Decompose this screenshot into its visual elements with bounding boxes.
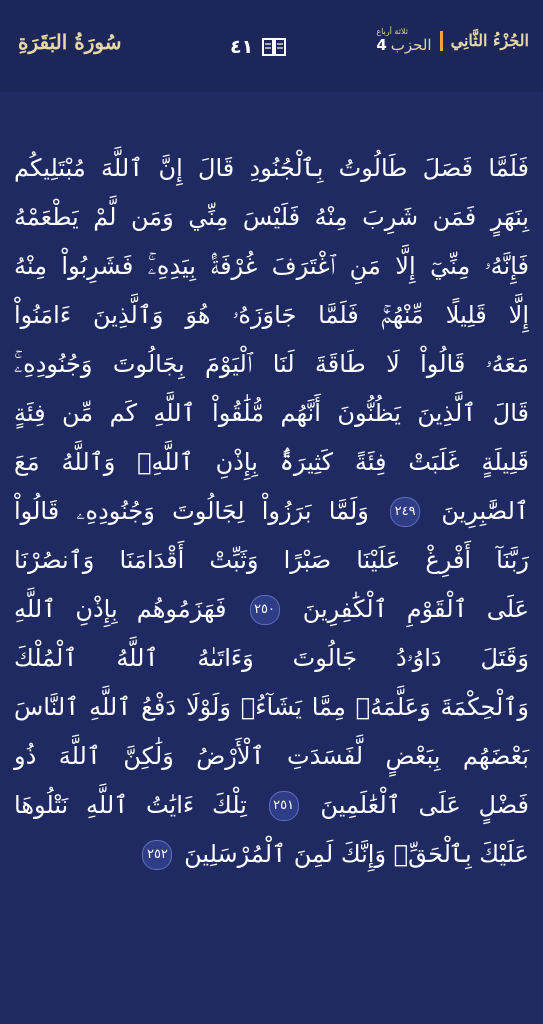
- text-line-7[interactable]: [14, 434, 529, 490]
- line-text: وَٱلْحِكْمَةَ وَعَلَّمَهُۥ مِمَّا يَشَآءُۗ وَلَوْلَا دَفْعُ ٱللَّهِ ٱلنَّاسَ: [14, 693, 529, 721]
- line-text: مَعَهُۥ قَالُواْ لَا طَاقَةَ لَنَا ٱلْيَوْمَ بِجَالُوتَ وَجُنُودِهِۦۚ: [14, 350, 529, 378]
- text-line-12[interactable]: [14, 679, 529, 735]
- line-text: تِلْكَ ءَايَٰتُ ٱللَّهِ نَتْلُوهَا: [14, 791, 247, 819]
- line-text: عَلَى ٱلْقَوْمِ ٱلْكَٰفِرِينَ: [302, 595, 529, 623]
- hizb-row: [376, 38, 431, 53]
- page-header: [0, 0, 543, 92]
- line-text: فَلَمَّا فَصَلَ طَالُوتُ بِٱلْجُنُودِ قَالَ إِنَّ ٱللَّهَ مُبْتَلِيكُم: [14, 154, 529, 182]
- text-line-3[interactable]: [14, 238, 529, 294]
- hizb-quarter: ثلاثة أرباع: [376, 27, 408, 36]
- line-text: فَهَزَمُوهُم بِإِذْنِ ٱللَّهِ: [14, 595, 227, 623]
- text-line-8[interactable]: [14, 483, 529, 539]
- text-line-14[interactable]: [14, 777, 529, 833]
- text-line-2[interactable]: [14, 189, 529, 245]
- line-text: وَقَتَلَ دَاوُۥدُ جَالُوتَ وَءَاتَىٰهُ ٱللَّهُ ٱلْمُلْكَ: [14, 644, 529, 672]
- juz-name: الجُزْءُ الثَّانِي: [450, 31, 529, 50]
- text-line-1[interactable]: [14, 140, 529, 196]
- bottom-bar: [0, 1000, 543, 1024]
- line-text: وَلَمَّا بَرَزُواْ لِجَالُوتَ وَجُنُودِهِۦ قَالُواْ: [14, 497, 369, 525]
- line-text: عَلَيْكَ بِٱلْحَقِّۚ وَإِنَّكَ لَمِنَ ٱلْمُرْسَلِينَ: [184, 840, 529, 868]
- separator: [440, 31, 443, 51]
- text-line-10[interactable]: [14, 581, 529, 637]
- ayah-number-marker[interactable]: ٢٥٠: [250, 595, 280, 625]
- text-line-15[interactable]: [14, 826, 529, 882]
- page-number: ٤١: [230, 36, 254, 58]
- ayah-number-marker[interactable]: ٢٤٩: [390, 497, 420, 527]
- line-text: ٱلصَّٰبِرِينَ: [441, 497, 529, 525]
- page-indicator[interactable]: [230, 34, 287, 60]
- ayah-number-marker[interactable]: ٢٥١: [269, 791, 299, 821]
- line-text: إِلَّا قَلِيلًا مِّنْهُمْۚ فَلَمَّا جَاوَزَهُۥ هُوَ وَٱلَّذِينَ ءَامَنُواْ: [14, 301, 529, 329]
- hizb-number: 4: [376, 36, 387, 54]
- line-text: قَالَ ٱلَّذِينَ يَظُنُّونَ أَنَّهُم مُّلَٰقُواْ ٱللَّهِ كَم مِّن فِئَةٍ: [14, 399, 529, 427]
- open-book-icon: [261, 36, 287, 58]
- line-text: بَعْضَهُم بِبَعْضٍ لَّفَسَدَتِ ٱلْأَرْضُ وَلَٰكِنَّ ٱللَّهَ ذُو: [14, 742, 529, 770]
- line-text: فَضْلٍ عَلَى ٱلْعَٰلَمِينَ: [320, 791, 530, 819]
- text-line-4[interactable]: [14, 287, 529, 343]
- line-text: بِنَهَرٍ فَمَن شَرِبَ مِنْهُ فَلَيْسَ مِنِّي وَمَن لَّمْ يَطْعَمْهُ: [14, 203, 529, 231]
- line-text: قَلِيلَةٍ غَلَبَتْ فِئَةً كَثِيرَةًۢ بِإِذْنِ ٱللَّهِۗ وَٱللَّهُ مَعَ: [14, 448, 529, 476]
- text-line-6[interactable]: [14, 385, 529, 441]
- line-text: رَبَّنَآ أَفْرِغْ عَلَيْنَا صَبْرًا وَثَبِّتْ أَقْدَامَنَا وَٱنصُرْنَا: [14, 546, 529, 574]
- ayah-number-marker[interactable]: ٢٥٢: [142, 840, 172, 870]
- text-line-11[interactable]: [14, 630, 529, 686]
- text-line-5[interactable]: [14, 336, 529, 392]
- line-text: فَإِنَّهُۥ مِنِّيٓ إِلَّا مَنِ ٱغْتَرَفَ غُرْفَةًۢ بِيَدِهِۦۚ فَشَرِبُواْ مِنْهُ: [14, 252, 529, 280]
- text-line-13[interactable]: [14, 728, 529, 784]
- juz-hizb-indicator[interactable]: [376, 28, 529, 53]
- hizb-label: الحزب: [390, 36, 432, 54]
- text-line-9[interactable]: [14, 532, 529, 588]
- hizb-info: [376, 28, 431, 53]
- quran-page-text[interactable]: [14, 140, 529, 980]
- surah-name[interactable]: سُورَةُ البَقَرَةِ: [18, 30, 122, 54]
